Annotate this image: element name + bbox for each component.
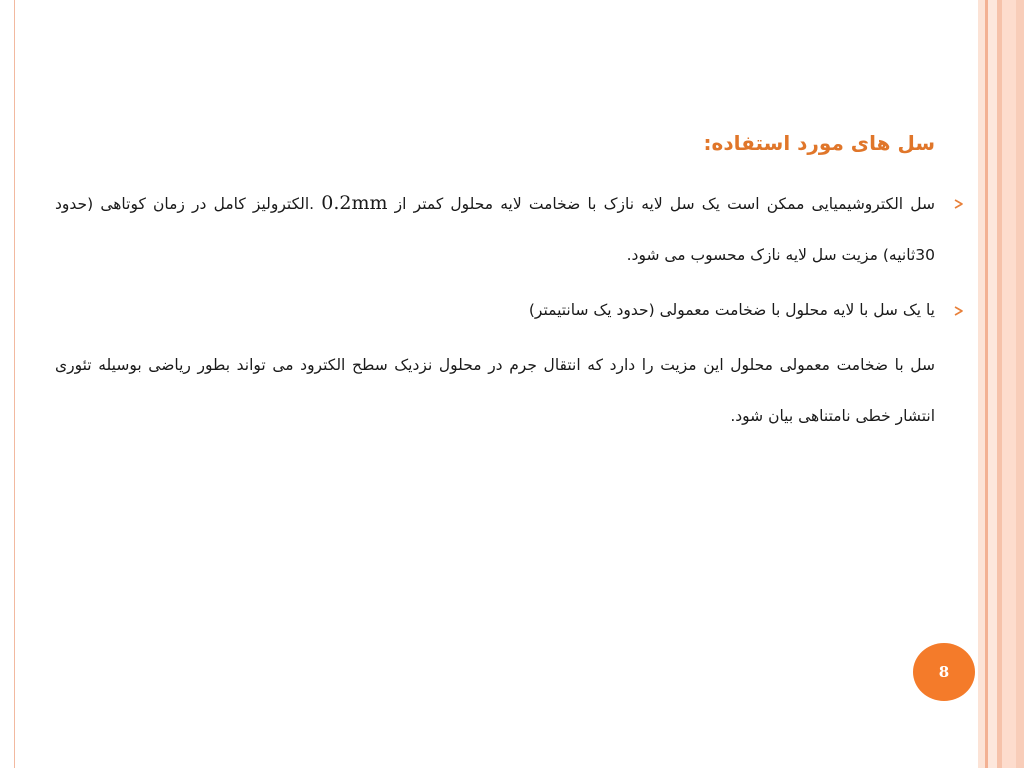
bullet-text [55,178,935,281]
bullet-text: یا یک سل با لایه محلول با ضخامت معمولی (حدود یک سانتیمتر) [528,301,935,319]
right-border-band [1016,0,1024,768]
body-paragraph: سل با ضخامت معمولی محلول این مزیت را دارد که انتقال جرم در محلول نزدیک سطح الکترود می تواند بطور ریاضی بوسیله تئوری انتشار خطی نامتناهی بیان شود. [55,356,935,425]
slide-title: سل های مورد استفاده: [703,131,935,155]
slide-content [55,128,935,442]
left-border-line [14,0,15,768]
arrow-bullet-icon [951,285,965,336]
bullet-text-part: .الکترولیز کامل در زمان کوتاهی (حدود 30ثانیه) مزیت سل لایه نازک محسوب می شود. [55,195,935,264]
bullet-item [55,178,935,281]
right-border-band [988,0,997,768]
arrow-bullet-icon [951,178,965,229]
bullet-text-part: سل الکتروشیمیایی ممکن است یک سل لایه نازک با ضخامت لایه محلول کمتر از [387,195,935,213]
right-border-band [1002,0,1016,768]
page-number-badge: 8 [913,643,975,701]
right-border-band [978,0,985,768]
thickness-value: 0.2mm [321,192,388,214]
bullet-item [55,285,935,336]
